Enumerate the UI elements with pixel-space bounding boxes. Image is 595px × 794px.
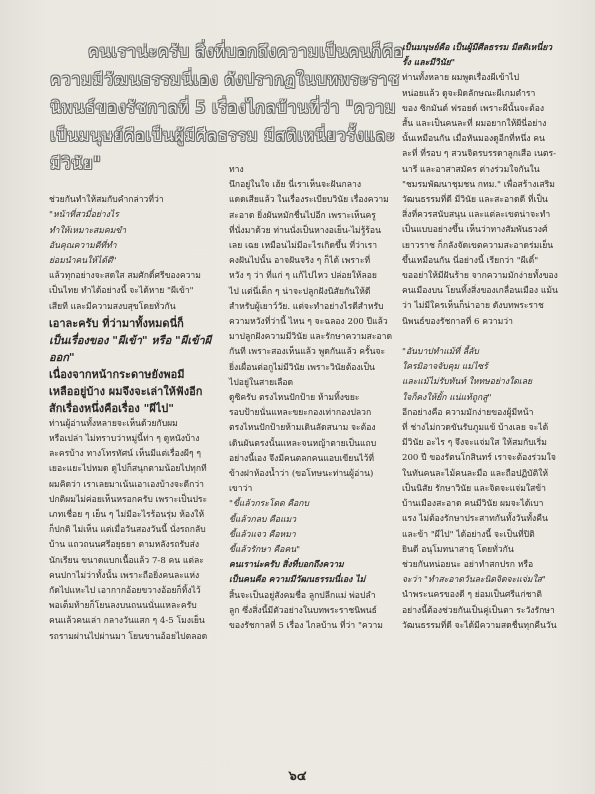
text-line: ท่านผู้อ่านทั้งหลายจะเห็นด้วยกับผม (49, 418, 178, 429)
text-line: เดินผันตรงนั้นแหละจนหญ้าตายเป็นแถบ (229, 438, 377, 449)
text-line: ที่นั่งมาด้วย ท่านนั่งเป็นหางอเย็น-ไม่รู้ร้อน (229, 225, 381, 236)
headline-line: เป็นมนุษย์คือเป็นผู้มีศีลธรรม มีสติเหนี่ยวรั้งและ (50, 126, 396, 145)
text-line: ไปอยู่ในสายเลือด (229, 377, 294, 388)
text-line: "ขี้แล้วกระโดด คือกบ (229, 499, 309, 510)
text-line: หรือเปล่า ไม่ทราบว่าหมู่นี้ท่า ๆ ดูหนังบ้าง (49, 434, 200, 445)
text-line: สักเรื่องหนึ่งคือเรื่อง "ผีไป" (49, 401, 175, 415)
text-line: ช่วยกันหน่อยนะ อย่าทำสกปรก หรือ (402, 559, 534, 570)
text-column-1 (49, 178, 212, 645)
text-line: นารี และอาสาสมัคร ต่างร่วมใจกันใน (402, 164, 540, 175)
headline-line: มีวินัย" (50, 154, 102, 173)
text-line: วัฒนธรรมที่ดี มีวินัย และสะอาดดี ที่เป็น (402, 195, 548, 206)
text-line: เยอะแยะไปหมด ดูไปก็สนุกตามน้อยไปทุกที (49, 464, 207, 475)
text-line: คนปกาไม่ว่าทั้งนั้น เพราะถือยิ่งคนละแห่ง (49, 570, 200, 581)
text-line: และข้า "ผีไป" ได้อย่างนี้ จะเป็นที่ปิติ (402, 529, 535, 540)
text-line: เสียที และมีความสงบสุขโดยทั่วกัน (49, 301, 176, 312)
text-line: คนแล้วคนเล่า กลางวันแสก ๆ 4-5 โมงเย็น (49, 616, 205, 627)
text-line: บ้านเมืองสะอาด คนมีวินัย ผมจะได้เบา (402, 499, 544, 510)
text-line: ทำให้เหมาะสมคมขำ (49, 225, 127, 236)
text-line: ดูซิครับ ตรงไหนปักป้าย ห้ามทิ้งขยะ (229, 393, 360, 404)
text-line: เป็นไทย ทำได้อย่างนี้ จะได้หาย "ผีเข้า" (49, 286, 194, 297)
text-line: ละครบ้าง ทางโทรทัศน์ เห็นมีแต่เรื่องผีๆ ๆ (49, 449, 201, 460)
text-line: ออก" (49, 350, 75, 364)
text-line: ตรงไหนปักป้ายห้ามเดินลัดสนาม จะต้อง (229, 423, 376, 434)
text-line: ละที่ ที่รอบ ๆ สวนจิตรบรรดาลูกเสือ เนตร- (402, 149, 556, 160)
text-line: ขี้แล้วกลบ คือแมว (229, 514, 297, 525)
text-line: หวัง ๆ ว่า ที่แก่ ๆ แก้ไปไหว ปล่อยให้ลอย (229, 271, 377, 282)
text-line: ของ ซิกมันด์ ฟรอยด์ เพราะผีนั้นจะต้อง (402, 103, 545, 114)
text-line: "หน้าที่สวมี่อย่างไร (49, 210, 119, 221)
page-number: ๖๔ (288, 769, 307, 784)
text-line: เภทเชื่อย ๆ เย็น ๆ ไม่มีอะไรร้อนรุ่ม ห้องให้ (49, 510, 205, 521)
text-line: และแม้ไม่รับทันท์ ใหทษอย่างใดเลย (402, 377, 533, 388)
headline-line: นิพนธ์ของรัชกาลที่ 5 เรื่องไกลบ้านที่ว่า "ความ (50, 98, 397, 117)
text-line: ยินดี อนุโมทนาสาธุ โดยทั่วกัน (402, 544, 514, 555)
text-line (49, 178, 199, 193)
text-line: ใครมิอาจจับคุม แม่ไซร้ (402, 362, 488, 373)
text-line: กัดไปแหะไป เอากากอ้อยขวางอ้อยก็ทิ้งไว้ (49, 586, 201, 597)
text-line: นั้นเหมือนกัน เมื่อหันมองดูอีกที่หนึ่ง คน (402, 134, 545, 145)
text-line: สั้น และเป็นคนละที่ ผมอยากให้ผีนี่อย่าง (402, 119, 547, 130)
text-line: ย่อมนำคนให้ได้ดี" (49, 256, 117, 267)
headline-line: ความมีวัฒนธรรมนี่เอง ดังปรากฏในบทพระราช (50, 70, 400, 89)
text-line: เยาวราช ก็กลังจัดเขตความสะอาดร่มเย็น (402, 240, 554, 251)
text-line: แรง ไม่ต้องรักษาประสาทกันทั้งวันทั้งคืน (402, 514, 548, 525)
text-line: ทาง (229, 165, 244, 175)
text-line: นำพระนครของดี ๆ ย่อมเป็นศรีแก่ชาติ (402, 590, 542, 601)
headline-line: คนเราน่ะครับ สิ่งที่บอกถึงความเป็นคนก็คือ (88, 42, 404, 61)
text-line: ไป แต่นี่เด็ก ๆ น่าจะปลูกฝังนิสัยกันให้ดี (229, 286, 371, 297)
text-line: มาปลูกฝังความมีวินัย และรักษาความสะอาด (229, 332, 393, 343)
text-line: ปกติผมไม่ค่อยเห็นหรอกครับ เพราะเป็นประ (49, 494, 208, 505)
text-column-3 (402, 41, 562, 634)
text-line: ว่า ไม่มีใครเห็นก็น่าอาย ดังบทพระราช (402, 301, 544, 312)
text-line: ในทันคนละไม้คนละมือ และถือปฏิบัติให้ (402, 468, 549, 479)
text-line: สิ้นจะเป็นอยู่สังคมชื่อ ลูกปลีกแม่ พ่อปลำ (229, 590, 376, 601)
text-line: เอาละครับ ที่ว่ามาทั้งหมดนี่ก็ (49, 316, 184, 330)
text-line: บ้าน แถวถนนศรีอยุธยา ตามหลังรถรับส่ง (49, 540, 200, 551)
text-line: คนเราน่ะครับ สิ่งที่บอกถึงความ (229, 560, 344, 571)
text-line: เขาว่า (229, 484, 253, 495)
text-line: เป็นนิสัย รักษาวินัย และจิตจะแจ่มใสข้า (402, 483, 546, 494)
text-line: รถรามผ่านไปผ่านมา โยนขานอ้อยไปตลอด (49, 631, 208, 642)
text-line: "ชมรมพัฒนาชุมชน กทม." เพื่อสร้างเสริม (402, 179, 555, 190)
text-line: 200 ปี ของรัตนโกสินทร์ เราจะต้องร่วมใจ (402, 453, 556, 464)
text-line: หน่อยแล้ว ดูจะผิดลักษณะผีเกมตำรา (402, 88, 536, 99)
text-line: จะว่า "ทำสะอาดวันละนิดจิตจะแจ่มใส" (402, 575, 546, 586)
text-line: ที่ ช่างไม่กวดขันรับภูมแข้ บ้างเลย จะได้ (402, 423, 549, 434)
text-line: ขึ้นเหมือนกัน นี่อย่างนี้ เรียกว่า "ผีเดิ์" (402, 255, 539, 266)
text-line: คนเมืองบน โยนทิ้งสิ่งของเกลื่อนเมือง แม้น (402, 286, 558, 297)
text-line: เนื่องจากหน้ากระดาษยังพอมี (49, 367, 185, 381)
text-line: นักเรียน ขนาดแบกเนื้อแล้ว 7-8 คน แต่ละ (49, 555, 204, 566)
text-line: ลูก ซึ่งสิ่งนี้มีตัวอย่างในบทพระราชนิพนธ์ (229, 605, 377, 616)
text-column-2 (229, 163, 393, 634)
text-line: เป็นเรื่องของ "ผีเข้า" หรือ "ผีเข้าผี (49, 333, 212, 347)
text-line: มีวินัย อะไร ๆ จึงจะแจ่มใส ให้สมกับเริ่ม (402, 438, 547, 449)
text-line: ข้างฝาห้องน้ำว่า (ขอโทษนะท่านผู้อ่าน) (229, 469, 374, 480)
headline-quote (50, 38, 402, 178)
text-line: อีกอย่างคือ ความมักง่ายของผู้มีหน้า (402, 407, 534, 418)
text-line: รอบป้ายนั่นแหละขยะกองเท่ากองปลวก (229, 408, 372, 419)
text-line: กันที เพราะสองเห็นแล้ว พูดกันแล้ว ครั้นจะ (229, 347, 386, 358)
text-line: คงฝันไปนั้น อาจฝันจริง ๆ ก็ได้ เพราะที่ (229, 256, 371, 267)
text-line: ความหวังที่ว่านี้ ไหน ๆ จะฉลอง 200 ปีแล้ว (229, 317, 388, 328)
text-line: นึกอยู่ในใจ เฮ้ย นี่เราเห็นจะฝันกลาง (229, 180, 362, 191)
text-line: เป็นมนุษย์คือ เป็นผู้มีศีลธรรม มีสติเหนี่ยว (402, 43, 553, 53)
text-line: นิพนธ์ของรัชกาลที่ 6 ความว่า (402, 316, 513, 327)
text-line: เป็นแบบอย่างขึ้น เห็นว่าทางสัมพันธวงศ์ (402, 225, 548, 236)
text-line: สะอาด ยิ่งผันหมักชื่นไปอีก เพราะเห็นครู (229, 210, 376, 221)
text-line: ท่านทั้งหลาย ผมพูดเรื่องผีเข้าไป (402, 73, 520, 84)
text-line: สิ่งที่ควรสนับสนุน และแต่ละเขตน่าจะทำ (402, 210, 551, 221)
text-line: แดดเสียแล้ว ในเรื่องระเบียบวินัย เรื่องความ (229, 195, 389, 206)
text-line: เหลืออยู่บ้าง ผมจึงจะเล่าให้ฟังอีก (49, 384, 203, 398)
text-line: วัฒนธรรมที่ดี จะได้มีความสดชื่นทุกคืนวัน (402, 620, 557, 631)
text-line: ของรัชกาลที่ 5 เรื่อง ไกลบ้าน ที่ว่า "ความ (229, 621, 383, 632)
text-line: สำหรับผู้เยาว์วัย. แต่จะทำอย่างไรดีสำหรับ (229, 301, 384, 312)
text-line: ก็ปกติ ไม่เห็น แต่เมื่อวันสองวันนี้ นั่งรถกลับ (49, 525, 206, 536)
text-line: แล้วทุกอย่างจะสดใส สมศักดิ์ศรีของความ (49, 271, 201, 282)
text-line: ช่วยกันทำให้สมกับคำกล่าวที่ว่า (49, 195, 164, 206)
text-line: ผมคิดว่า เราเลยมาเน้นเอาเองบ้างจะดีกว่า (49, 479, 204, 490)
text-line: "อันบาปทำแม้ที่ ลี้ลับ (402, 347, 479, 358)
text-line: เลย เฉย เหมือนไม่มีอะไรเกิดขึ้น ที่ว่าเรา (229, 241, 378, 252)
text-line: อย่างนี้ต้องช่วยกันเป็นคู่เป็นตา ระวังรักษา (402, 605, 555, 616)
text-line: เป็นคนคือ ความมีวัฒนธรรมนี่เอง ไม่ (229, 575, 366, 586)
text-line: อย่างนี้เอง จึงมีคนตลกคนแอบเขียนไว้ที่ (229, 453, 375, 464)
text-line: ใจก็คงให้ยั้ก แน่แท้ถูกสู" (402, 392, 492, 403)
text-line: ขออย่าให้มีฝันร้าย จากความมักง่ายทั้งของ (402, 271, 558, 282)
text-line: รั้ง และมีวินัย" (402, 58, 456, 69)
text-line: ยิ่งเผื่อนต่อกูไม่มีวินัย เพราะวินัยต้องเป็น (229, 362, 375, 373)
text-line: พอเต็มท้ายก็โยนลงบนถนนนั่นแหละครับ (49, 601, 197, 612)
text-line: ขี้แล้วรักษา คือคน" (229, 545, 301, 556)
text-line: อันคุณความดีที่ทำ (49, 240, 117, 251)
text-line: ขี้แล้วแจว คือหมา (229, 529, 296, 540)
text-line (402, 330, 562, 345)
